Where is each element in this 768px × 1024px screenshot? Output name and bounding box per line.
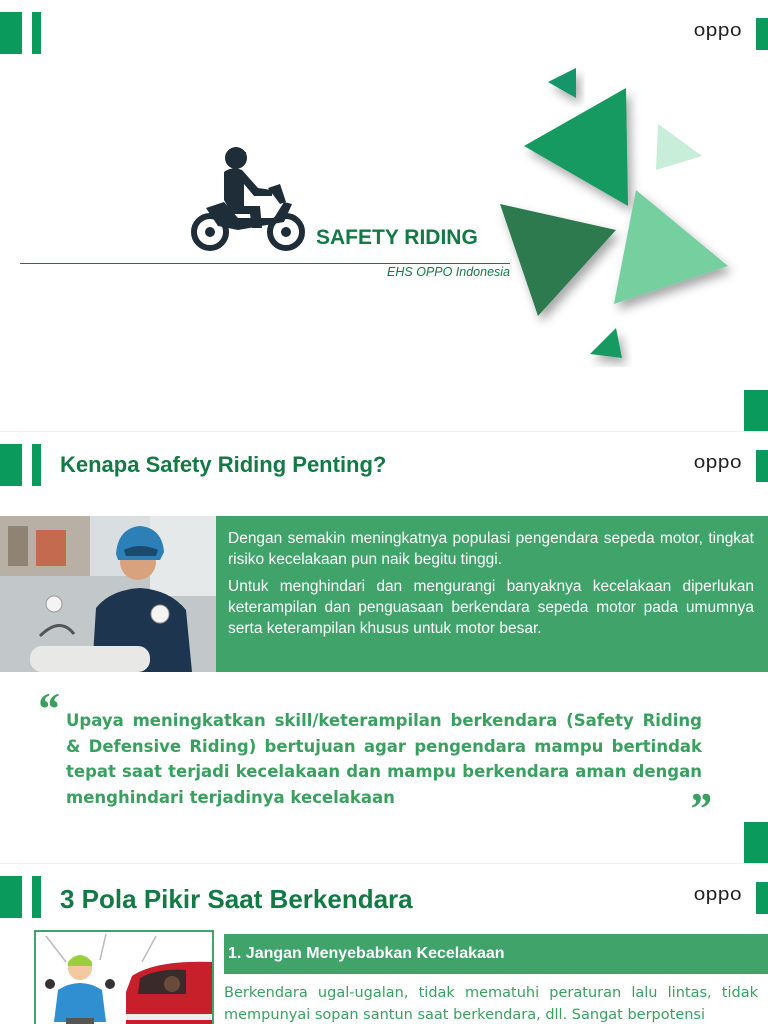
accent-bar — [744, 822, 768, 864]
accent-bar — [32, 12, 41, 54]
slide-mindset — [0, 864, 768, 1024]
oppo-logo: oppo — [693, 20, 742, 40]
slide-why-important — [0, 432, 768, 864]
slide-title — [0, 0, 768, 432]
quote-text: Upaya meningkatkan skill/keterampilan berkendara (Safety Riding & Defensive Riding) bertujuan agar pengendara mampu bertindak tepat saat terjadi kecelakaan dan mampu berkendara aman dengan menghindari terjadinya kecelakaan — [66, 711, 702, 807]
slide-subtitle: EHS OPPO Indonesia — [387, 265, 510, 279]
divider — [20, 263, 510, 264]
info-paragraph: Untuk menghindari dan mengurangi banyaknya kecelakaan diperlukan keterampilan dan penguasaan berkendara sepeda motor pada umumnya serta keterampilan khusus untuk motor besar. — [228, 578, 754, 637]
accent-bar — [756, 882, 768, 914]
rider-on-scooter-photo — [0, 516, 216, 672]
oppo-logo: oppo — [693, 452, 742, 472]
slide-heading: 3 Pola Pikir Saat Berkendara — [60, 884, 413, 914]
accent-bar — [32, 444, 41, 486]
slide-heading: Kenapa Safety Riding Penting? — [60, 452, 387, 477]
accent-bar — [756, 18, 768, 50]
slide-title-text: SAFETY RIDING — [316, 226, 478, 249]
oppo-logo: oppo — [693, 884, 742, 904]
accent-bar — [756, 450, 768, 482]
motorcycle-rider-icon — [188, 144, 310, 256]
accent-bar — [0, 12, 22, 54]
point-title: 1. Jangan Menyebabkan Kecelakaan — [224, 934, 768, 974]
accent-bar — [744, 390, 768, 432]
accent-bar — [0, 876, 22, 918]
info-paragraph: Dengan semakin meningkatnya populasi pengendara sepeda motor, tingkat risiko kecelakaan pun naik begitu tinggi. — [228, 530, 754, 568]
info-panel — [216, 516, 768, 672]
accent-bar — [0, 444, 22, 486]
decorative-triangles — [490, 60, 740, 370]
rider-and-car-illustration — [34, 930, 214, 1024]
accent-bar — [32, 876, 41, 918]
quote-close-icon: ” — [688, 783, 711, 834]
point-body: Berkendara ugal-ugalan, tidak mematuhi peraturan lalu lintas, tidak mempunyai sopan santun saat berkendara, dll. Sangat berpotensi — [224, 985, 758, 1023]
quote-open-icon: “ — [36, 683, 59, 734]
